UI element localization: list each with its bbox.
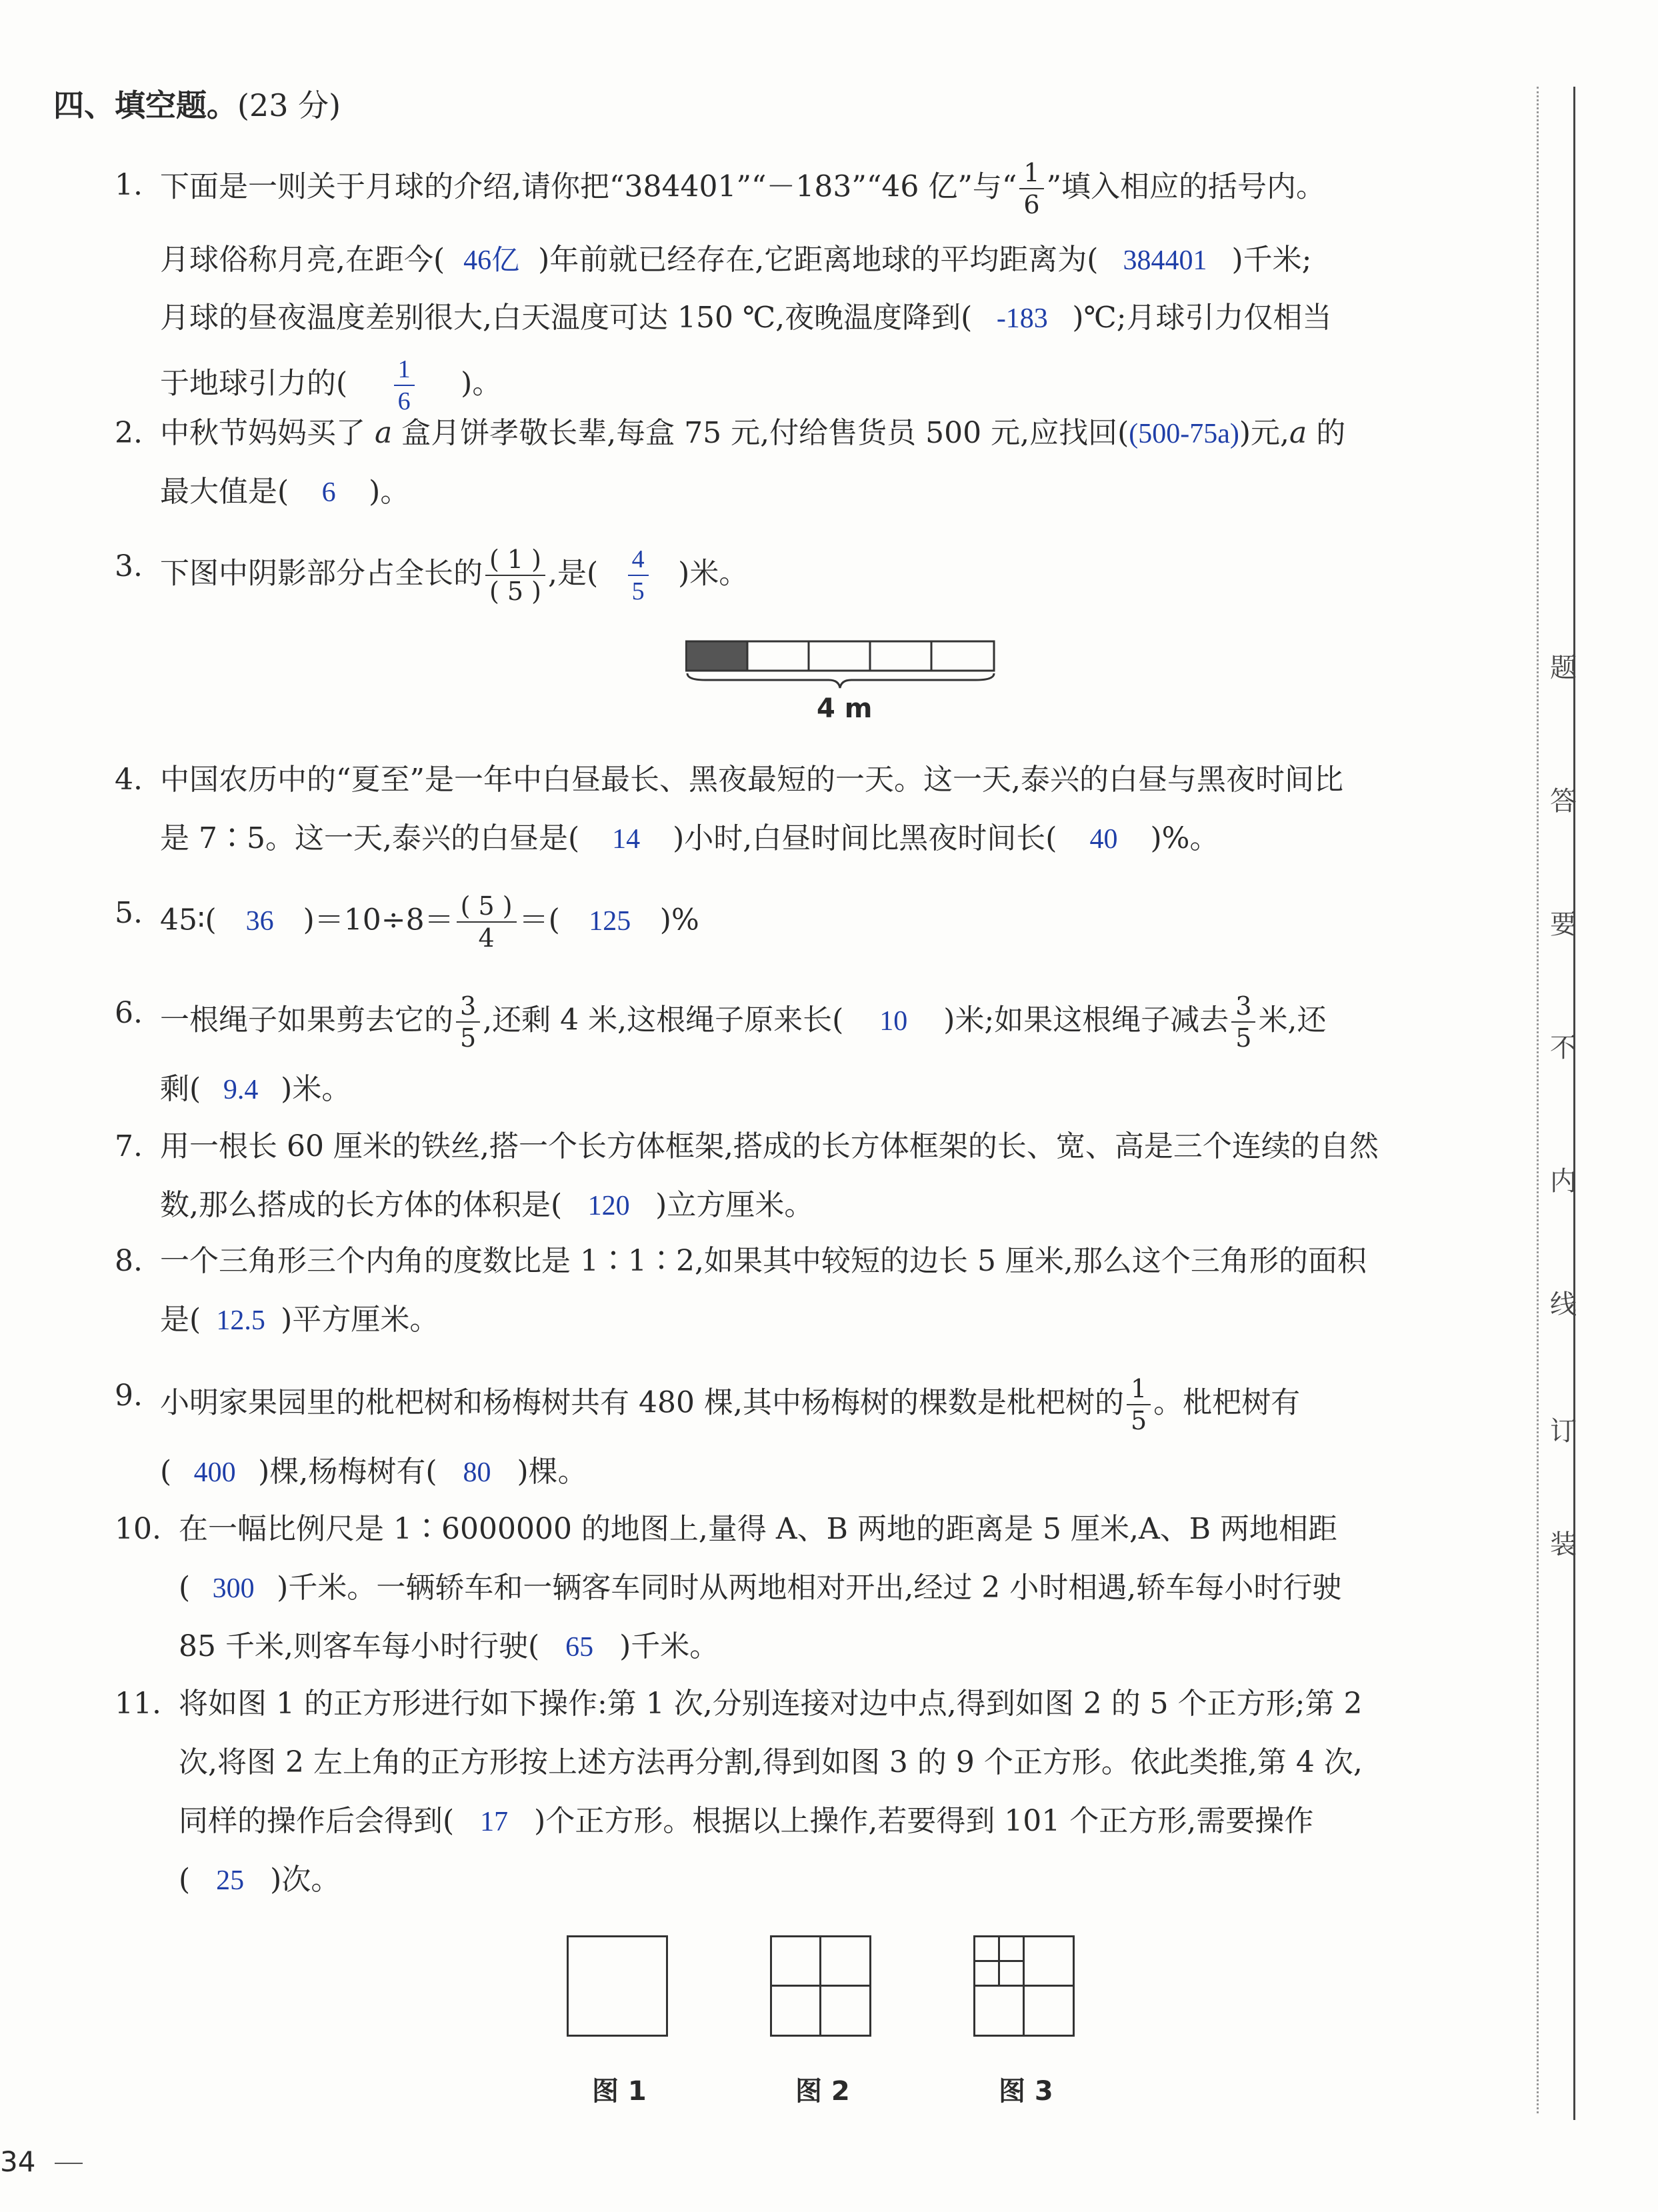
q11-line2: 次,将图 2 左上角的正方形按上述方法再分割,得到如图 3 的 9 个正方形。依此类推,第 4 次, — [179, 1745, 1363, 1779]
figure-2-square — [770, 1935, 871, 2037]
q4-line1: 中国农历中的“夏至”是一年中白昼最长、黑夜最短的一天。这一天,泰兴的白昼与黑夜时间比 — [160, 763, 1343, 797]
q3-answer: $\frac{4}{5}$ — [598, 547, 678, 604]
q4-line2: 是 7∶5。这一天,泰兴的白昼是( 14 )小时,白昼时间比黑夜时间长( 40 )%。 — [160, 819, 1219, 859]
q7-line1: 用一根长 60 厘米的铁丝,搭一个长方体框架,搭成的长方体框架的长、宽、高是三个连续的自然 — [160, 1129, 1379, 1163]
q11-line1: 将如图 1 的正方形进行如下操作:第 1 次,分别连接对边中点,得到如图 2 的 5 个正方形;第 2 — [179, 1687, 1363, 1721]
q1-answer-2: 384401 — [1123, 245, 1207, 276]
q3-fraction: $\frac{( 1 )}{( 5 )}$ — [485, 547, 545, 604]
binding-line-solid — [1573, 87, 1575, 2120]
q9-answer-2: 80 — [463, 1457, 491, 1488]
q1-answer-3: -183 — [996, 303, 1048, 334]
q8-answer: 12.5 — [216, 1305, 265, 1336]
q3-brace — [687, 673, 994, 688]
section-heading — [53, 85, 341, 125]
q10-line3: 85 千米,则客车每小时行驶( 65 )千米。 — [179, 1627, 719, 1667]
side-char-2: 答 — [1550, 786, 1577, 817]
q5-answer-3: 125 — [589, 905, 631, 937]
q11-line4: ( 25 )次。 — [179, 1860, 340, 1901]
q10-number: 10. — [115, 1512, 161, 1546]
q1-number: 1. — [115, 168, 143, 202]
side-char-6: 线 — [1550, 1289, 1577, 1320]
side-char-8: 装 — [1550, 1529, 1577, 1560]
q1-answer-1: 46亿 — [463, 245, 520, 276]
binding-line-dotted — [1537, 87, 1539, 2113]
q6-answer-1: 10 — [879, 1005, 908, 1037]
q1-intro-text-2: ”填入相应的括号内。 — [1046, 169, 1326, 204]
q2-answer-1: (500-75a) — [1129, 419, 1239, 449]
q2-number: 2. — [115, 416, 143, 450]
side-char-7: 订 — [1550, 1416, 1577, 1447]
q6-number: 6. — [115, 996, 143, 1030]
q8-number: 8. — [115, 1244, 143, 1278]
q7-number: 7. — [115, 1129, 143, 1163]
q6-fraction-2: $\frac{3}{5}$ — [1231, 993, 1255, 1051]
q9-answer-1: 400 — [193, 1457, 236, 1488]
figure-3-square — [973, 1935, 1075, 2037]
q11-number: 11. — [115, 1687, 161, 1721]
section-score: (23 分) — [237, 87, 341, 123]
q5-answer-1: 36 — [245, 905, 274, 937]
q7-line2: 数,那么搭成的长方体的体积是( 120 )立方厘米。 — [160, 1185, 813, 1226]
q9-line2: ( 400 )棵,杨梅树有( 80 )棵。 — [160, 1452, 587, 1493]
q1-intro-text: 下面是一则关于月球的介绍,请你把“384401”“－183”“46 亿”与“ — [160, 169, 1017, 204]
q10-line2: ( 300 )千米。一辆轿车和一辆客车同时从两地相对开出,经过 2 小时相遇,轿车每小时行驶 — [179, 1568, 1341, 1609]
q9-fraction: $\frac{1}{5}$ — [1127, 1376, 1151, 1433]
q2-line2: 最大值是( 6 )。 — [160, 472, 409, 513]
q1-line4: 于地球引力的( $\frac{1}{6}$ )。 — [160, 355, 502, 415]
q8-line1: 一个三角形三个内角的度数比是 1∶1∶2,如果其中较短的边长 5 厘米,那么这个三角形的面积 — [160, 1244, 1367, 1278]
q11-answer-2: 25 — [216, 1865, 245, 1896]
q6-fraction-1: $\frac{3}{5}$ — [456, 993, 480, 1051]
q4-number: 4. — [115, 763, 143, 797]
q6-line1: 一根绳子如果剪去它的 $\frac{3}{5}$ ,还剩 4 米,这根绳子原来长( 10 )米;如果这根绳子减去 $\frac{3}{5}$ 米,还 — [160, 991, 1327, 1053]
q1-answer-4: $\frac{1}{6}$ — [347, 357, 461, 414]
q3-line1: 下图中阴影部分占全长的 $\frac{( 1 )}{( 5 )}$ ,是( $\frac{4}{5}$ )米。 — [160, 545, 749, 606]
q11-answer-1: 17 — [480, 1807, 509, 1837]
q9-line1: 小明家果园里的枇杷树和杨梅树共有 480 棵,其中杨梅树的棵数是枇杷树的 $\frac{1}{5}$ 。枇杷树有 — [160, 1374, 1301, 1435]
q3-bar-diagram — [685, 640, 996, 679]
q3-bar-label: 4 m — [817, 693, 873, 724]
side-char-3: 要 — [1550, 909, 1577, 940]
side-char-5: 内 — [1550, 1166, 1577, 1197]
q5-line1: 45∶( 36 )＝10÷8＝ $\frac{( 5 )}{4}$ ＝( 125 )% — [160, 891, 699, 953]
figure-1-label: 图 1 — [592, 2076, 647, 2107]
side-char-4: 不 — [1550, 1033, 1577, 1063]
section-title: 四、填空题。 — [53, 87, 237, 123]
q2-answer-2: 6 — [321, 477, 336, 508]
side-char-1: 题 — [1550, 653, 1577, 683]
figure-2-label: 图 2 — [795, 2076, 850, 2107]
figure-3-label: 图 3 — [999, 2076, 1053, 2107]
q10-answer-2: 65 — [565, 1632, 594, 1663]
q3-bar-shaded-segment — [686, 641, 747, 671]
q4-answer-1: 14 — [612, 824, 641, 855]
q1-line3: 月球的昼夜温度差别很大,白天温度可达 150 ℃,夜晚温度降到( -183 )℃;月球引力仅相当 — [160, 298, 1332, 339]
q1-intro — [160, 160, 1325, 217]
figure-1-square — [567, 1935, 668, 2037]
q11-line3: 同样的操作后会得到( 17 )个正方形。根据以上操作,若要得到 101 个正方形,需要操作 — [179, 1801, 1313, 1842]
q8-line2: 是( 12.5 )平方厘米。 — [160, 1300, 439, 1341]
q6-answer-2: 9.4 — [223, 1075, 259, 1105]
q2-line1: 中秋节妈妈买了 a 盒月饼孝敬长辈,每盒 75 元,付给售货员 500 元,应找回((500-75a))元,a 的 — [160, 416, 1346, 450]
q1-intro-fraction: $\frac{1}{6}$ — [1019, 160, 1043, 217]
q5-fraction: $\frac{( 5 )}{4}$ — [457, 893, 517, 951]
q10-answer-1: 300 — [212, 1573, 255, 1604]
q10-line1: 在一幅比例尺是 1∶6000000 的地图上,量得 A、B 两地的距离是 5 厘米,A、B 两地相距 — [179, 1512, 1338, 1546]
q4-answer-2: 40 — [1089, 824, 1118, 855]
page-number: 34 — [0, 2145, 36, 2178]
q5-number: 5. — [115, 896, 143, 930]
q7-answer: 120 — [587, 1191, 630, 1221]
q1-line2: 月球俗称月亮,在距今( 46亿 )年前就已经存在,它距离地球的平均距离为( 384401 )千米; — [160, 240, 1311, 281]
q3-number: 3. — [115, 549, 143, 583]
page-number-dash — [55, 2163, 83, 2164]
q9-number: 9. — [115, 1379, 143, 1413]
q6-line2: 剩( 9.4 )米。 — [160, 1069, 351, 1110]
